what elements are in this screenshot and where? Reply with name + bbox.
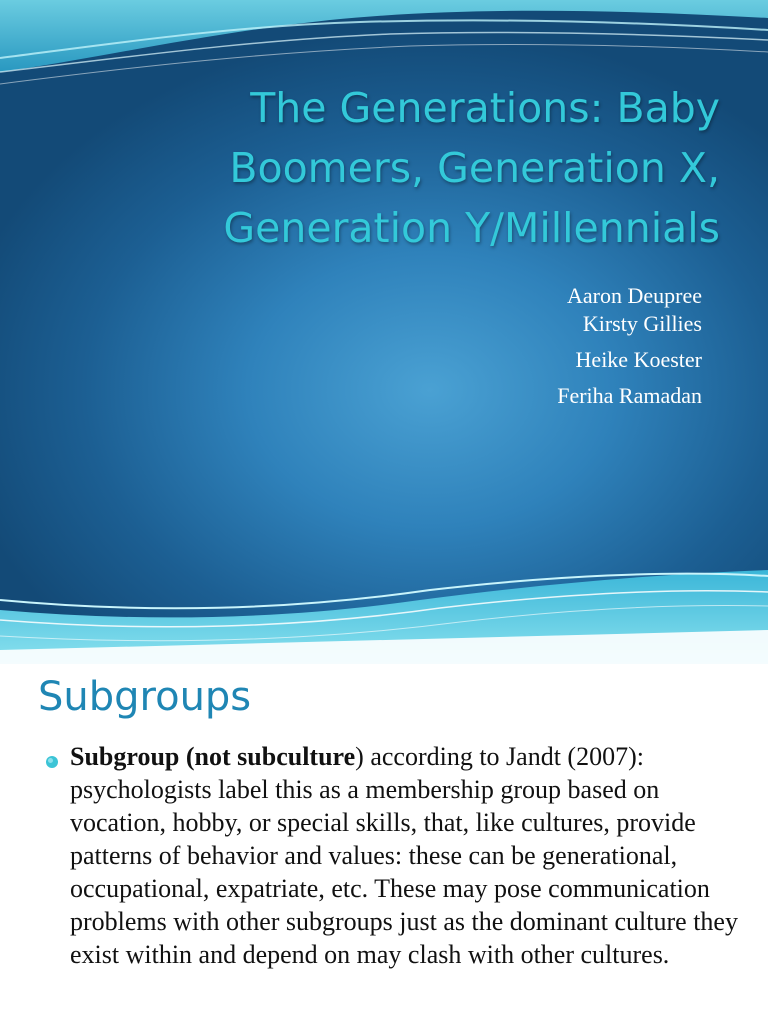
- bullet-icon: [44, 754, 60, 770]
- bold-term: Subgroup: [70, 742, 180, 771]
- author-name: Heike Koester: [575, 347, 702, 372]
- slide-title: [60, 78, 720, 258]
- author-name: Feriha Ramadan: [557, 383, 702, 408]
- author-name: Aaron Deupree: [567, 283, 702, 308]
- slide-heading: Subgroups: [38, 674, 252, 720]
- bottom-wave-decoration: [0, 570, 768, 664]
- close-paren: ): [355, 742, 364, 771]
- title-line-2: Boomers, Generation X,: [229, 144, 720, 192]
- bold-paren: (not subculture: [185, 742, 356, 771]
- title-line-3: Generation Y/Millennials: [223, 204, 720, 252]
- bullet-paragraph: [70, 740, 750, 971]
- author-name: Kirsty Gillies: [582, 311, 702, 336]
- title-line-1: The Generations: Baby: [250, 84, 720, 132]
- top-wave-decoration: [0, 0, 768, 90]
- content-slide: [0, 664, 768, 1024]
- author-list: [342, 278, 702, 414]
- bullet-body: according to Jandt (2007): psychologists label this as a membership group based on vocation, hobby, or special skills, that, like cultures, provide patterns of behavior and values: these can be generational, occupational, expatriate, etc. These may pose communication problems with other subgroups just as the dominant culture they exist within and depend on may clash with other cultures.: [70, 742, 738, 969]
